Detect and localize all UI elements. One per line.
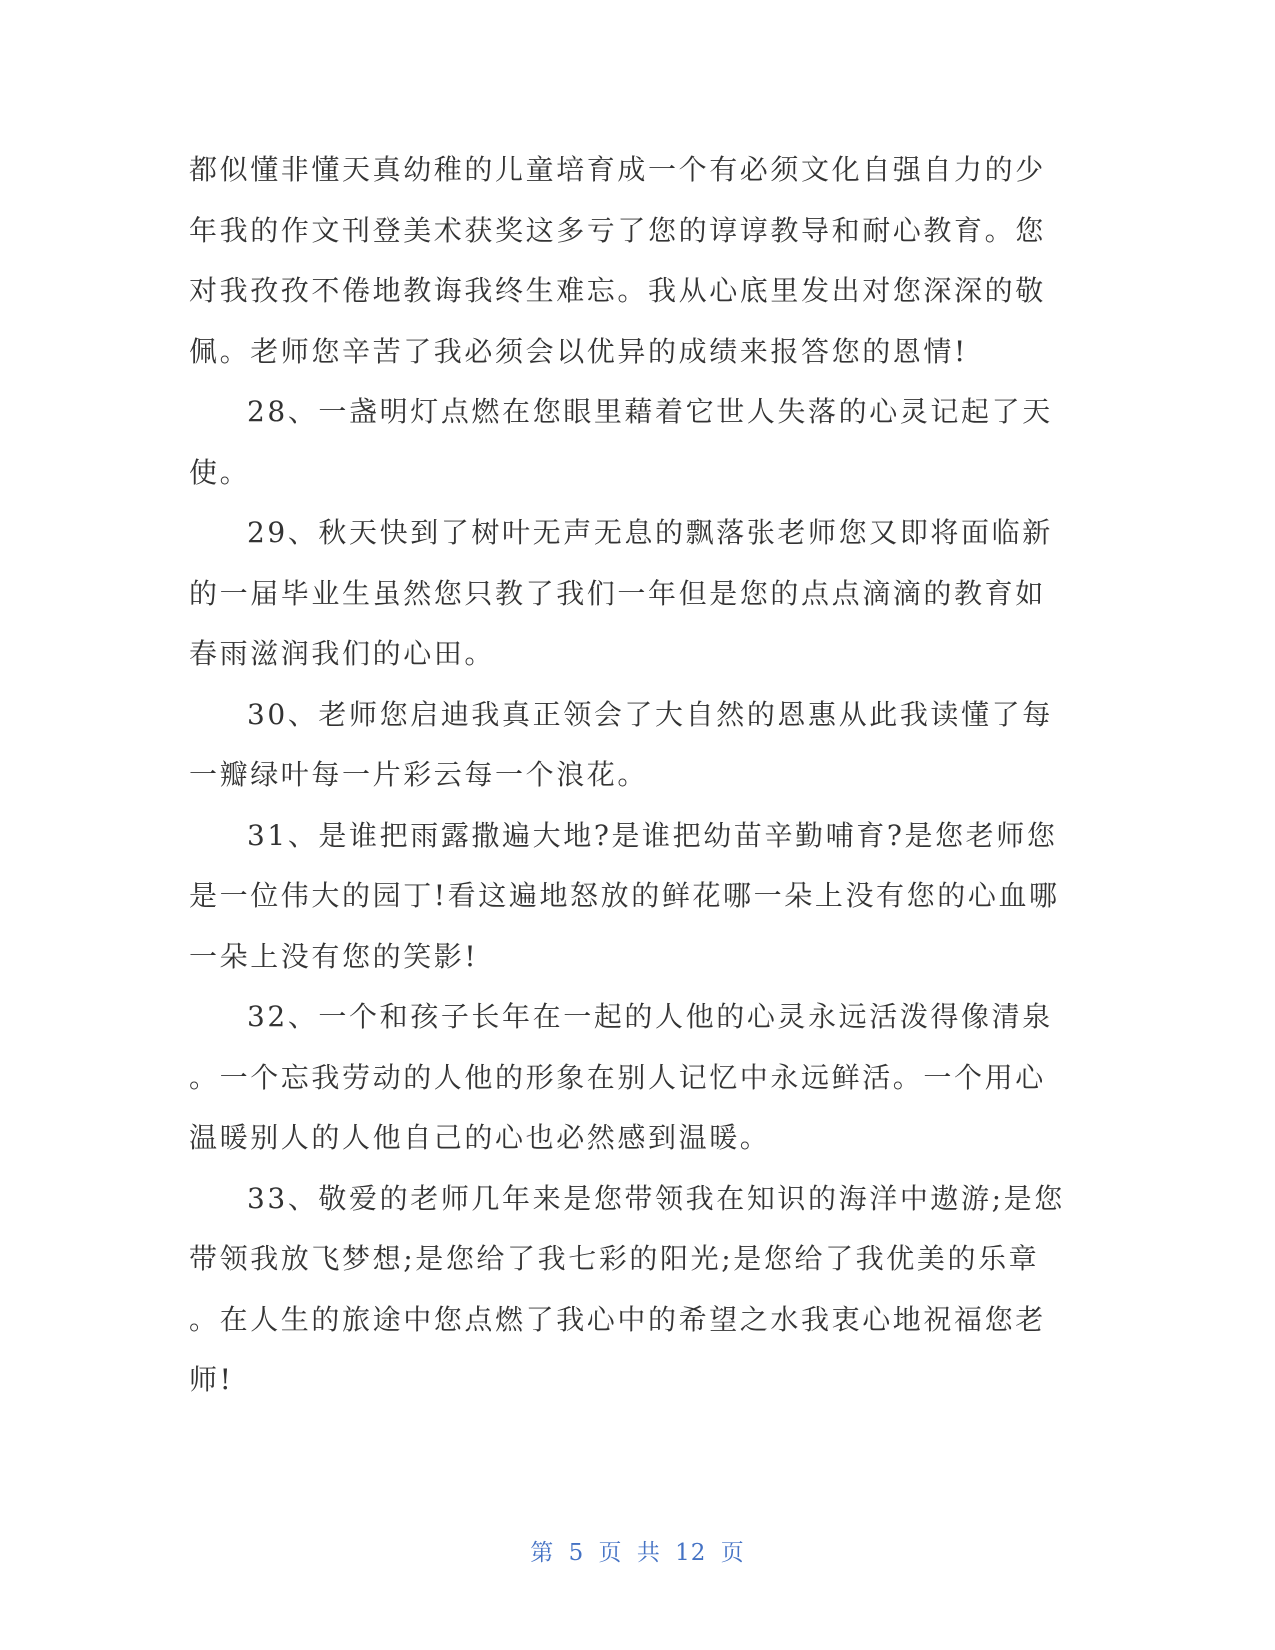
text-line: 。一个忘我劳动的人他的形象在别人记忆中永远鲜活。一个用心: [189, 1060, 1046, 1094]
paragraph-28-start: 28、一盏明灯点燃在您眼里藉着它世人失落的心灵记起了天: [247, 395, 1053, 428]
text-line: 对我孜孜不倦地教诲我终生难忘。我从心底里发出对您深深的敬: [189, 274, 1046, 307]
text-line: 佩。老师您辛苦了我必须会以优异的成绩来报答您的恩情!: [189, 334, 968, 368]
text-line: 师!: [189, 1363, 234, 1396]
text-line: 的一届毕业生虽然您只教了我们一年但是您的点点滴滴的教育如: [189, 576, 1046, 610]
text-line: 是一位伟大的园丁!看这遍地怒放的鲜花哪一朵上没有您的心血哪: [189, 879, 1060, 912]
paragraph-33-start: 33、敬爱的老师几年来是您带领我在知识的海洋中遨游;是您: [247, 1181, 1065, 1215]
paragraph-29-start: 29、秋天快到了树叶无声无息的飘落张老师您又即将面临新: [247, 516, 1053, 549]
document-body: [189, 140, 1079, 1411]
text-line: 温暖别人的人他自己的心也必然感到温暖。: [189, 1121, 771, 1154]
text-line: 使。: [189, 455, 251, 489]
text-line: 春雨滋润我们的心田。: [189, 637, 496, 670]
page-number-footer: 第 5 页 共 12 页: [530, 1540, 745, 1566]
text-line: 。在人生的旅途中您点燃了我心中的希望之水我衷心地祝福您老: [189, 1302, 1046, 1336]
paragraph-31-start: 31、是谁把雨露撒遍大地?是谁把幼苗辛勤哺育?是您老师您: [247, 818, 1058, 852]
text-line: 都似懂非懂天真幼稚的儿童培育成一个有必须文化自强自力的少: [189, 153, 1046, 186]
paragraph-32-start: 32、一个和孩子长年在一起的人他的心灵永远活泼得像清泉: [247, 1000, 1053, 1033]
text-line: 一朵上没有您的笑影!: [189, 939, 479, 973]
text-line: 一瓣绿叶每一片彩云每一个浪花。: [189, 758, 649, 791]
paragraph-30-start: 30、老师您启迪我真正领会了大自然的恩惠从此我读懂了每: [247, 697, 1053, 731]
text-line: 年我的作文刊登美术获奖这多亏了您的谆谆教导和耐心教育。您: [189, 213, 1046, 247]
text-line: 带领我放飞梦想;是您给了我七彩的阳光;是您给了我优美的乐章: [189, 1242, 1040, 1275]
